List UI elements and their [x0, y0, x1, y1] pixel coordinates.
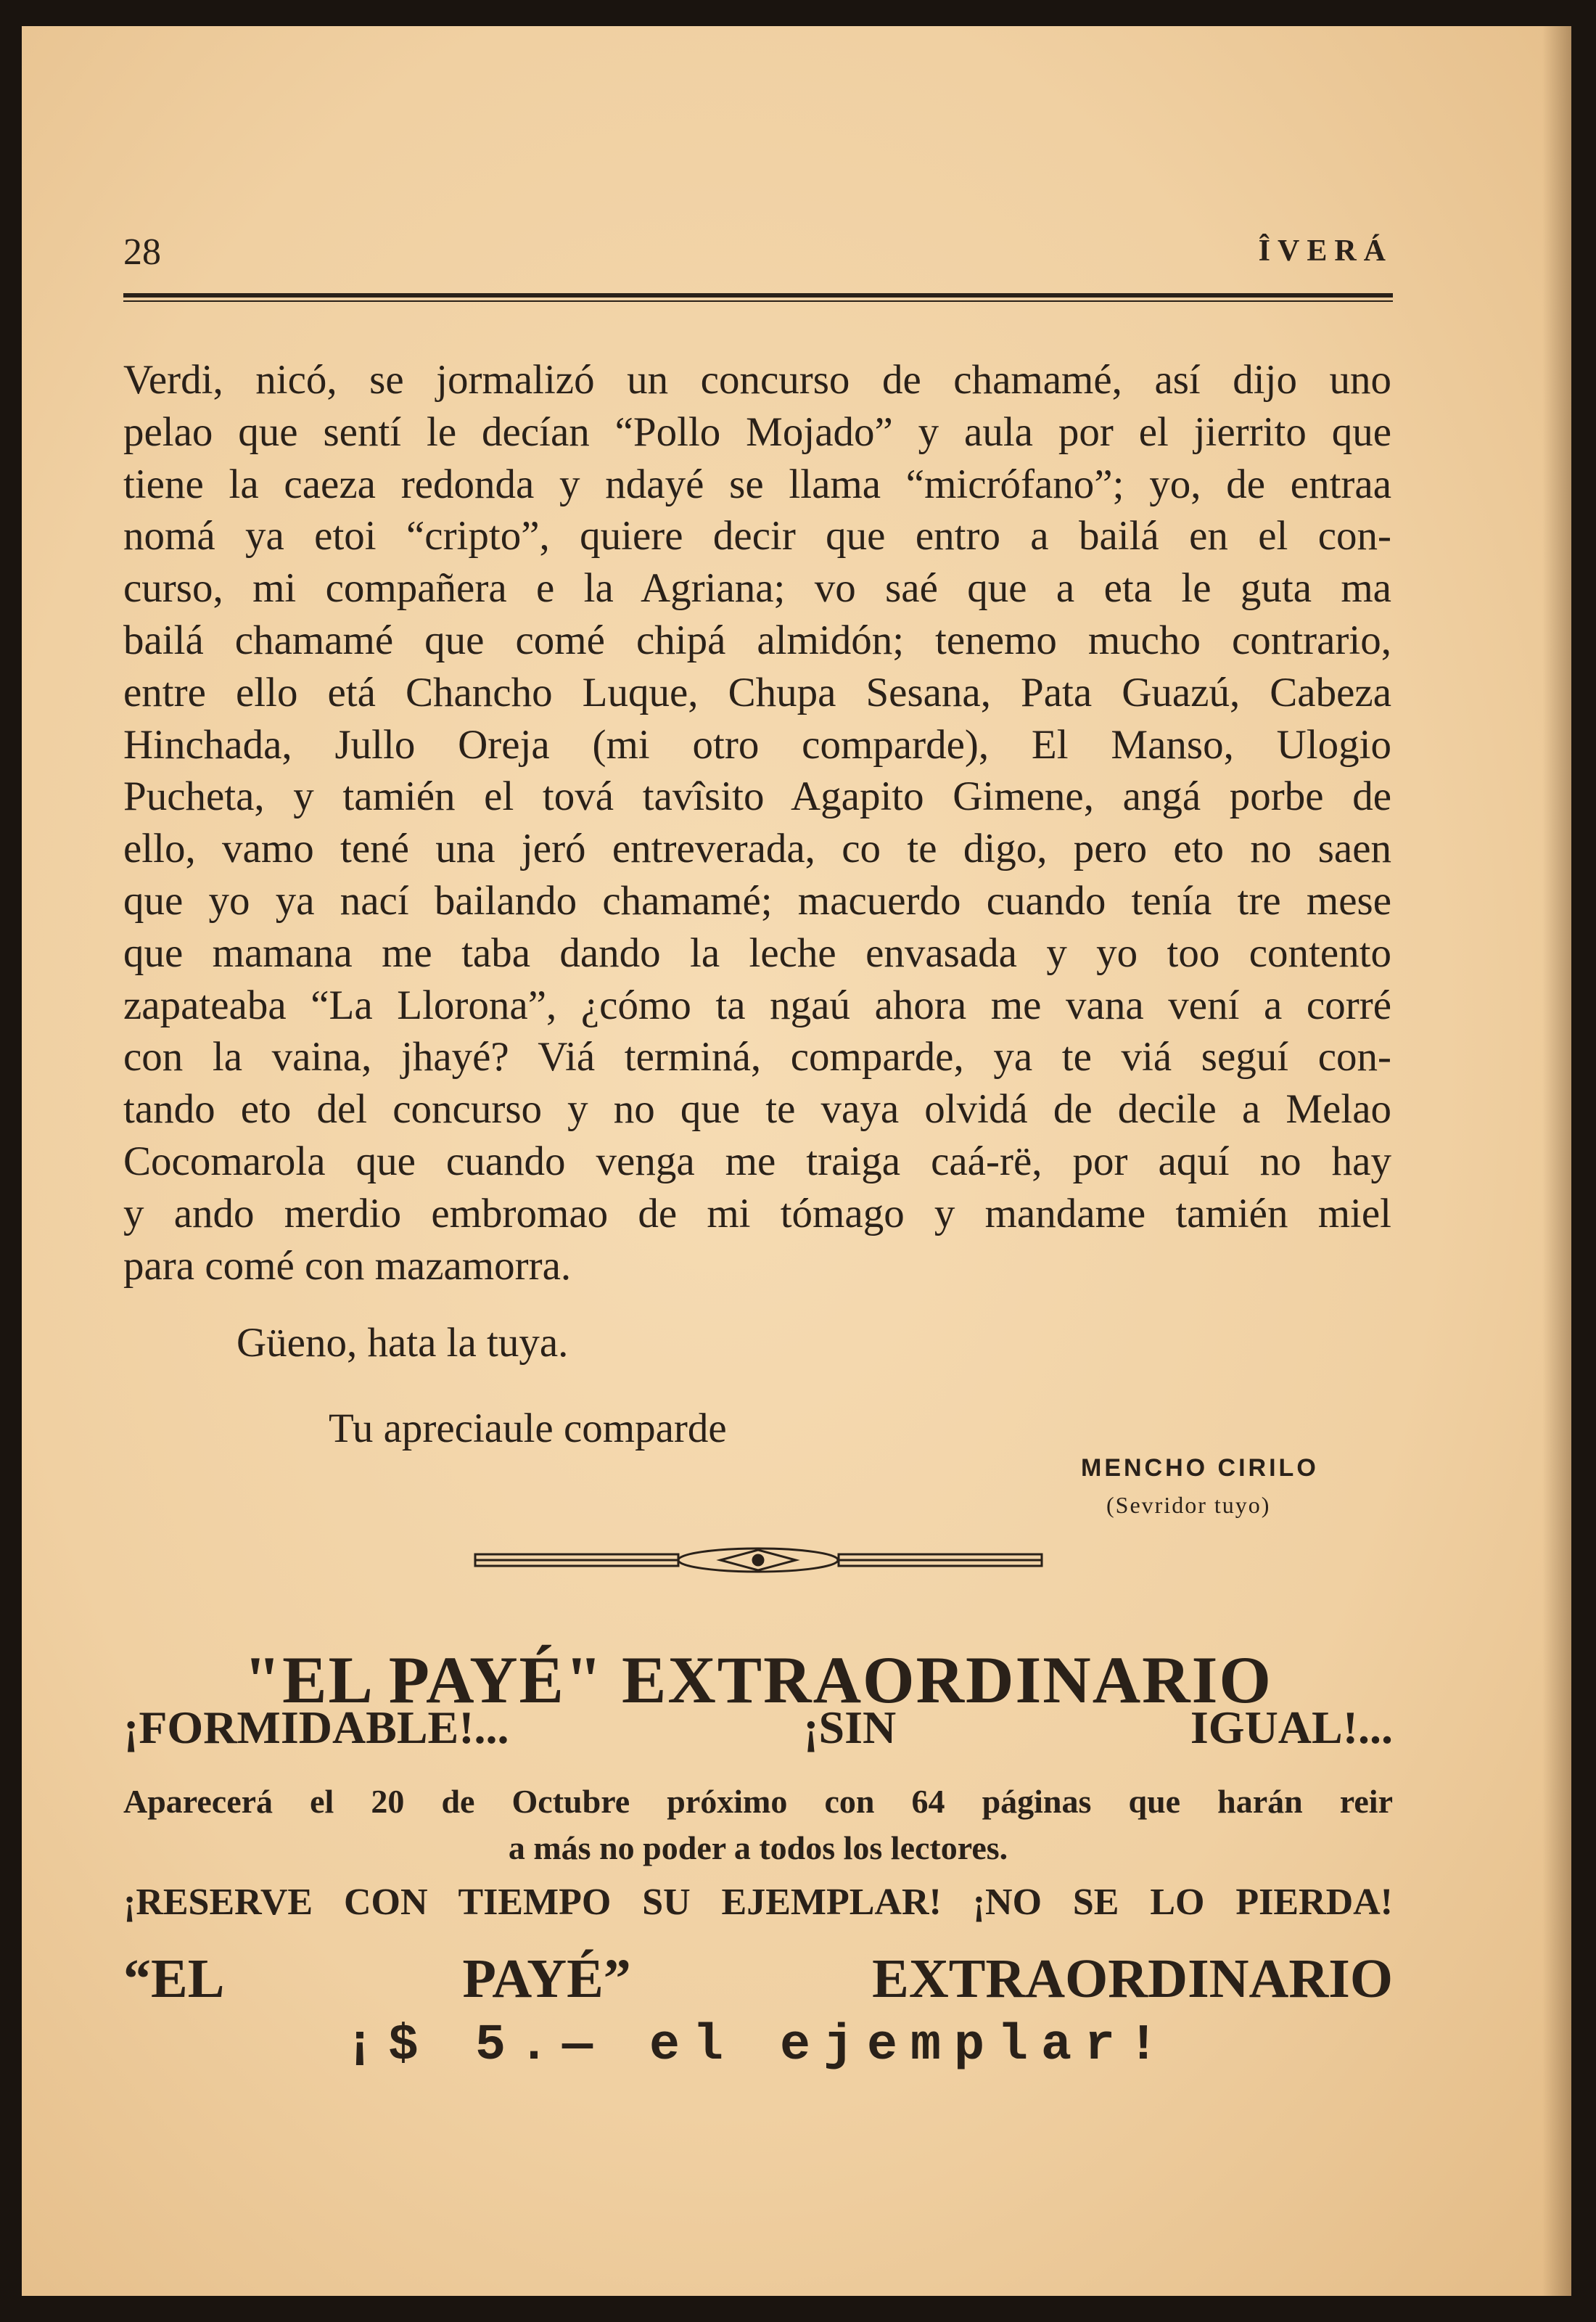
body-line: Hinchada, Jullo Oreja (mi otro comparde), El Manso, Ulogio: [123, 721, 1391, 768]
body-line: Cocomarola que cuando venga me traiga caá-rë, por aquí no hay: [123, 1138, 1391, 1184]
signature-name: MENCHO CIRILO: [1081, 1454, 1319, 1482]
header-rule-thin: [123, 300, 1393, 302]
body-line: Pucheta, y tamién el tová tavîsito Agapito Gimene, angá porbe de: [123, 774, 1391, 820]
ornamental-divider: [474, 1546, 1043, 1575]
body-line: para comé con mazamorra.: [123, 1242, 572, 1289]
ad-reserve-line: ¡RESERVE CON TIEMPO SU EJEMPLAR! ¡NO SE LO PIERDA!: [123, 1882, 1393, 1923]
body-line: y ando merdio embromao de mi tómago y mandame tamién miel: [123, 1190, 1391, 1236]
body-line: curso, mi compañera e la Agriana; vo saé que a eta le guta ma: [123, 565, 1391, 612]
valediction-line: Tu apreciaule comparde: [329, 1406, 727, 1451]
running-head: ÎVERÁ: [1258, 234, 1393, 268]
ad-announcement-line-1: Aparecerá el 20 de Octubre próximo con 64 páginas que harán reir: [123, 1783, 1393, 1820]
body-line: tiene la caeza redonda y ndayé se llama “micrófano”; yo, de entraa: [123, 461, 1391, 507]
body-line: que yo ya nací bailando chamamé; macuerdo cuando tenía tre mese: [123, 877, 1391, 924]
body-line: con la vaina, jhayé? Viá terminá, comparde, ya te viá seguí con-: [123, 1034, 1391, 1080]
ad-title: "EL PAYÉ" EXTRAORDINARIO: [244, 1643, 1272, 1717]
letter-body: [123, 354, 1391, 1292]
body-line: zapateaba “La Llorona”, ¿cómo ta ngaú ahora me vana vení a corré: [123, 982, 1391, 1028]
page-spine-shadow: [1542, 26, 1571, 2296]
body-line: entre ello etá Chancho Luque, Chupa Sesana, Pata Guazú, Cabeza: [123, 669, 1391, 715]
body-line: Verdi, nicó, se jormalizó un concurso de chamamé, así dijo uno: [123, 357, 1391, 403]
ad-tagline: ¡FORMIDABLE!... ¡SIN IGUAL!...: [123, 1702, 1393, 1753]
farewell-line: Güeno, hata la tuya.: [236, 1320, 569, 1366]
body-line: pelao que sentí le decían “Pollo Mojado” y aula por el jierrito que: [123, 409, 1391, 455]
ad-title-repeat: “EL PAYÉ” EXTRAORDINARIO: [123, 1948, 1393, 2009]
body-line: que mamana me taba dando la leche envasada y yo too contento: [123, 930, 1391, 976]
body-line: tando eto del concurso y no que te vaya olvidá de decile a Melao: [123, 1086, 1391, 1133]
body-line: ello, vamo tené una jeró entreverada, co te digo, pero eto no saen: [123, 826, 1391, 872]
ad-price: ¡$ 5.— el ejemplar!: [344, 2017, 1172, 2075]
body-line: nomá ya etoi “cripto”, quiere decir que entro a bailá en el con-: [123, 513, 1391, 559]
page-number: 28: [123, 231, 161, 273]
header-rule-thick: [123, 293, 1393, 298]
signature-note: (Sevridor tuyo): [1106, 1492, 1271, 1518]
body-line: bailá chamamé que comé chipá almidón; tenemo mucho contrario,: [123, 617, 1391, 663]
ad-announcement-line-2: a más no poder a todos los lectores.: [508, 1829, 1008, 1866]
